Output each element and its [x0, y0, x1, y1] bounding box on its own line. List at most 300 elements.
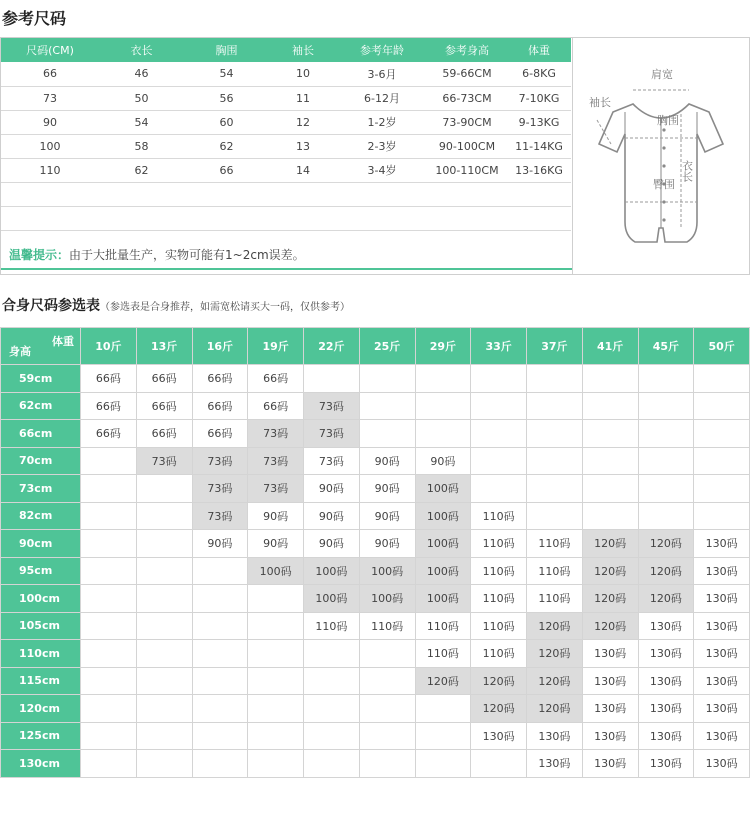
fit-cell: 130码 [694, 530, 750, 558]
size-table-cell: 2-3岁 [337, 134, 427, 158]
size-table-empty-cell [1, 182, 99, 206]
weight-header: 33斤 [471, 328, 527, 365]
fit-cell: 90码 [415, 447, 471, 475]
height-row-header: 105cm [1, 612, 81, 640]
fit-cell [359, 667, 415, 695]
fit-cell: 130码 [582, 667, 638, 695]
height-row-header: 62cm [1, 392, 81, 420]
height-row-header: 120cm [1, 695, 81, 723]
size-table-cell: 50 [99, 86, 184, 110]
size-table-empty-cell [507, 206, 571, 230]
size-table-empty-cell [427, 206, 507, 230]
fit-cell [248, 667, 304, 695]
fit-cell: 110码 [359, 612, 415, 640]
fit-cell [359, 640, 415, 668]
fit-cell [359, 392, 415, 420]
size-table-empty-cell [1, 206, 99, 230]
fit-cell [248, 585, 304, 613]
height-row-header: 66cm [1, 420, 81, 448]
fit-cell [527, 365, 583, 393]
fit-cell [527, 475, 583, 503]
fit-cell: 90码 [359, 475, 415, 503]
fit-cell [81, 722, 137, 750]
fit-cell [81, 695, 137, 723]
size-table-cell: 58 [99, 134, 184, 158]
fit-table-row [1, 722, 750, 750]
fit-cell-highlighted: 120码 [471, 695, 527, 723]
romper-diagram [585, 52, 735, 262]
fit-cell [304, 695, 360, 723]
fit-cell: 66码 [81, 365, 137, 393]
fit-cell-highlighted: 100码 [304, 557, 360, 585]
fit-cell: 130码 [694, 667, 750, 695]
fit-table-row [1, 750, 750, 778]
fit-cell [694, 420, 750, 448]
size-table-row [1, 134, 571, 158]
fit-cell-highlighted: 100码 [359, 557, 415, 585]
fit-table-row [1, 667, 750, 695]
fit-cell [248, 722, 304, 750]
size-table-header-row [1, 38, 571, 62]
fit-cell: 130码 [694, 557, 750, 585]
fit-cell [694, 365, 750, 393]
fit-cell: 110码 [527, 557, 583, 585]
fit-cell: 110码 [415, 640, 471, 668]
height-row-header: 110cm [1, 640, 81, 668]
fit-cell: 66码 [136, 420, 192, 448]
fit-cell: 130码 [694, 695, 750, 723]
fit-cell: 130码 [582, 640, 638, 668]
fit-cell-highlighted: 100码 [415, 585, 471, 613]
fit-cell: 90码 [304, 475, 360, 503]
fit-cell-highlighted: 100码 [415, 502, 471, 530]
fit-cell: 90码 [304, 502, 360, 530]
fit-cell-highlighted: 120码 [638, 585, 694, 613]
size-table-cell: 62 [184, 134, 269, 158]
fit-cell [415, 420, 471, 448]
fit-cell [359, 420, 415, 448]
size-table-cell: 90 [1, 110, 99, 134]
header-height: 参考身高 [427, 38, 507, 62]
size-table-cell: 13 [269, 134, 337, 158]
fit-cell: 130码 [471, 722, 527, 750]
fit-cell [582, 420, 638, 448]
fit-cell [248, 695, 304, 723]
fit-cell [638, 475, 694, 503]
fit-table-row [1, 475, 750, 503]
fit-cell [248, 750, 304, 778]
size-table-cell: 54 [99, 110, 184, 134]
fit-cell [136, 530, 192, 558]
fit-cell [527, 447, 583, 475]
fit-cell [471, 475, 527, 503]
fit-cell [248, 640, 304, 668]
fit-cell [136, 585, 192, 613]
height-row-header: 70cm [1, 447, 81, 475]
fit-cell [527, 420, 583, 448]
size-table-empty-row [1, 182, 571, 206]
height-row-header: 100cm [1, 585, 81, 613]
fit-cell: 90码 [359, 447, 415, 475]
fit-cell [81, 557, 137, 585]
fit-cell: 130码 [527, 750, 583, 778]
size-table-empty-cell [337, 206, 427, 230]
fit-size-title-text: 合身尺码参选表 [2, 298, 100, 314]
fit-cell: 130码 [582, 750, 638, 778]
fit-cell [582, 475, 638, 503]
fit-cell-highlighted: 73码 [192, 447, 248, 475]
fit-cell [136, 695, 192, 723]
fit-cell [415, 750, 471, 778]
size-table-empty-cell [269, 182, 337, 206]
weight-header: 45斤 [638, 328, 694, 365]
size-table-empty-row [1, 206, 571, 230]
weight-header: 29斤 [415, 328, 471, 365]
fit-size-title [2, 295, 350, 315]
fit-cell: 130码 [582, 695, 638, 723]
fit-cell-highlighted: 73码 [192, 502, 248, 530]
size-table-cell: 66-73CM [427, 86, 507, 110]
fit-cell [415, 392, 471, 420]
fit-cell [136, 502, 192, 530]
fit-cell: 66码 [81, 392, 137, 420]
fit-cell-highlighted: 120码 [638, 530, 694, 558]
fit-table-row [1, 585, 750, 613]
size-table-cell: 9-13KG [507, 110, 571, 134]
fit-cell: 90码 [248, 530, 304, 558]
size-table-cell: 6-8KG [507, 62, 571, 86]
fit-cell [81, 612, 137, 640]
fit-cell-highlighted: 120码 [582, 557, 638, 585]
fit-cell [304, 722, 360, 750]
fit-cell [304, 365, 360, 393]
fit-cell-highlighted: 73码 [248, 475, 304, 503]
fit-cell [527, 392, 583, 420]
size-table-empty-cell [99, 182, 184, 206]
fit-cell: 66码 [136, 392, 192, 420]
fit-cell [638, 365, 694, 393]
fit-size-note: （参选表是合身推荐，如需宽松请买大一码，仅供参考） [100, 302, 350, 313]
size-table-empty-cell [269, 206, 337, 230]
fit-cell [192, 640, 248, 668]
fit-table-header-row [1, 328, 750, 365]
fit-cell-highlighted: 120码 [582, 585, 638, 613]
height-row-header: 95cm [1, 557, 81, 585]
fit-cell: 110码 [527, 585, 583, 613]
fit-cell-highlighted: 73码 [136, 447, 192, 475]
height-row-header: 73cm [1, 475, 81, 503]
fit-cell [81, 530, 137, 558]
fit-cell: 130码 [638, 667, 694, 695]
fit-cell-highlighted: 120码 [582, 612, 638, 640]
fit-cell-highlighted: 100码 [415, 475, 471, 503]
height-row-header: 82cm [1, 502, 81, 530]
size-table-empty-cell [99, 206, 184, 230]
size-table-cell: 11-14KG [507, 134, 571, 158]
fit-cell [471, 392, 527, 420]
size-table-cell: 66 [184, 158, 269, 182]
fit-cell [582, 365, 638, 393]
fit-cell [192, 557, 248, 585]
fit-table-row [1, 365, 750, 393]
corner-weight-label: 体重 [52, 335, 74, 348]
size-table-empty-cell [507, 182, 571, 206]
fit-cell: 90码 [304, 530, 360, 558]
fit-cell: 110码 [527, 530, 583, 558]
size-table-cell: 12 [269, 110, 337, 134]
fit-cell: 110码 [471, 612, 527, 640]
weight-header: 22斤 [304, 328, 360, 365]
fit-cell [136, 612, 192, 640]
fit-cell-highlighted: 73码 [192, 475, 248, 503]
chest-label: 胸围 [657, 114, 679, 127]
fit-cell [471, 750, 527, 778]
fit-cell [136, 667, 192, 695]
fit-cell-highlighted: 120码 [638, 557, 694, 585]
fit-cell [192, 612, 248, 640]
fit-cell: 90码 [192, 530, 248, 558]
fit-cell: 130码 [638, 640, 694, 668]
size-table-cell: 73 [1, 86, 99, 110]
fit-cell: 110码 [471, 530, 527, 558]
fit-cell: 66码 [136, 365, 192, 393]
fit-table-row [1, 420, 750, 448]
header-sleeve: 袖长 [269, 38, 337, 62]
fit-cell: 130码 [582, 722, 638, 750]
fit-cell [81, 585, 137, 613]
corner-height-label: 身高 [9, 345, 31, 358]
size-table-cell: 110 [1, 158, 99, 182]
height-row-header: 59cm [1, 365, 81, 393]
fit-cell [304, 667, 360, 695]
fit-cell [192, 750, 248, 778]
fit-cell [81, 667, 137, 695]
size-table-cell: 100 [1, 134, 99, 158]
fit-cell-highlighted: 100码 [248, 557, 304, 585]
fit-cell: 66码 [248, 365, 304, 393]
sleeve-label: 袖长 [589, 96, 611, 109]
fit-cell-highlighted: 120码 [471, 667, 527, 695]
size-table-row [1, 62, 571, 86]
fit-cell [136, 557, 192, 585]
fit-cell: 130码 [638, 722, 694, 750]
fit-cell [471, 447, 527, 475]
size-table-cell: 6-12月 [337, 86, 427, 110]
tip-underline [1, 268, 572, 270]
length-label: 衣长 [680, 160, 694, 182]
fit-cell: 130码 [694, 750, 750, 778]
size-table-cell: 46 [99, 62, 184, 86]
fit-cell-highlighted: 100码 [359, 585, 415, 613]
fit-cell: 73码 [304, 447, 360, 475]
fit-cell: 90码 [248, 502, 304, 530]
fit-cell: 130码 [694, 585, 750, 613]
fit-cell [359, 365, 415, 393]
weight-header: 41斤 [582, 328, 638, 365]
size-table-row [1, 86, 571, 110]
fit-cell [192, 667, 248, 695]
fit-cell: 130码 [694, 612, 750, 640]
tip-text: 由于大批量生产，实物可能有1~2cm误差。 [69, 248, 305, 262]
fit-cell [136, 475, 192, 503]
fit-cell [304, 640, 360, 668]
size-table-row [1, 158, 571, 182]
fit-table-row [1, 392, 750, 420]
fit-cell [694, 475, 750, 503]
fit-cell [359, 695, 415, 723]
fit-cell [694, 502, 750, 530]
fit-cell [136, 640, 192, 668]
tip [9, 246, 305, 263]
fit-table-row [1, 640, 750, 668]
fit-cell [81, 447, 137, 475]
size-table-empty-cell [184, 182, 269, 206]
size-table-cell: 73-90CM [427, 110, 507, 134]
size-table-empty-cell [184, 206, 269, 230]
height-row-header: 130cm [1, 750, 81, 778]
fit-cell: 90码 [359, 502, 415, 530]
size-table-empty-cell [427, 182, 507, 206]
fit-cell: 110码 [471, 640, 527, 668]
weight-header: 13斤 [136, 328, 192, 365]
fit-cell: 110码 [415, 612, 471, 640]
height-row-header: 90cm [1, 530, 81, 558]
header-length: 衣长 [99, 38, 184, 62]
weight-header: 19斤 [248, 328, 304, 365]
header-chest: 胸围 [184, 38, 269, 62]
shoulder-label: 肩宽 [651, 68, 673, 81]
fit-cell [192, 585, 248, 613]
size-table-cell: 14 [269, 158, 337, 182]
fit-cell: 130码 [638, 750, 694, 778]
fit-table-row [1, 447, 750, 475]
size-table-cell: 56 [184, 86, 269, 110]
fit-cell: 130码 [638, 612, 694, 640]
fit-cell [81, 640, 137, 668]
fit-size-table [0, 327, 750, 778]
fit-cell-highlighted: 120码 [527, 667, 583, 695]
size-table-cell: 1-2岁 [337, 110, 427, 134]
fit-cell [638, 502, 694, 530]
size-table-cell: 60 [184, 110, 269, 134]
corner-cell [1, 328, 81, 365]
fit-cell: 66码 [192, 365, 248, 393]
fit-table-row [1, 502, 750, 530]
fit-cell [304, 750, 360, 778]
fit-cell [638, 447, 694, 475]
header-age: 参考年龄 [337, 38, 427, 62]
fit-cell: 130码 [527, 722, 583, 750]
fit-cell [527, 502, 583, 530]
fit-cell: 110码 [471, 502, 527, 530]
fit-cell: 110码 [471, 585, 527, 613]
fit-cell-highlighted: 100码 [304, 585, 360, 613]
fit-cell [471, 420, 527, 448]
size-reference-table [1, 38, 571, 231]
fit-cell [582, 447, 638, 475]
weight-header: 37斤 [527, 328, 583, 365]
fit-cell-highlighted: 100码 [415, 557, 471, 585]
size-table-cell: 66 [1, 62, 99, 86]
size-table-empty-cell [337, 182, 427, 206]
fit-cell [415, 365, 471, 393]
fit-cell [638, 392, 694, 420]
size-table-cell: 62 [99, 158, 184, 182]
weight-header: 16斤 [192, 328, 248, 365]
size-table-cell: 7-10KG [507, 86, 571, 110]
fit-cell-highlighted: 73码 [304, 420, 360, 448]
fit-cell-highlighted: 100码 [415, 530, 471, 558]
weight-header: 50斤 [694, 328, 750, 365]
fit-cell [81, 750, 137, 778]
height-row-header: 125cm [1, 722, 81, 750]
fit-cell: 130码 [694, 640, 750, 668]
weight-header: 10斤 [81, 328, 137, 365]
fit-cell [136, 750, 192, 778]
panel-divider [572, 38, 573, 274]
size-table-cell: 10 [269, 62, 337, 86]
fit-cell-highlighted: 120码 [415, 667, 471, 695]
fit-cell [359, 750, 415, 778]
fit-cell: 90码 [359, 530, 415, 558]
size-table-cell: 13-16KG [507, 158, 571, 182]
size-table-cell: 11 [269, 86, 337, 110]
size-reference-title: 参考尺码 [2, 9, 67, 28]
fit-cell [582, 392, 638, 420]
fit-cell [248, 612, 304, 640]
fit-cell-highlighted: 73码 [248, 420, 304, 448]
fit-cell [81, 502, 137, 530]
size-table-cell: 90-100CM [427, 134, 507, 158]
hip-label: 臀围 [653, 178, 675, 191]
fit-cell [415, 722, 471, 750]
fit-cell: 66码 [192, 392, 248, 420]
fit-cell: 66码 [81, 420, 137, 448]
fit-table-row [1, 695, 750, 723]
size-table-cell: 3-4岁 [337, 158, 427, 182]
header-weight: 体重 [507, 38, 571, 62]
fit-cell-highlighted: 73码 [304, 392, 360, 420]
fit-cell [192, 722, 248, 750]
fit-cell: 130码 [694, 722, 750, 750]
fit-cell-highlighted: 120码 [527, 695, 583, 723]
fit-cell [694, 447, 750, 475]
size-table-cell: 100-110CM [427, 158, 507, 182]
header-size: 尺码(CM) [1, 38, 99, 62]
fit-cell [136, 722, 192, 750]
fit-cell: 110码 [304, 612, 360, 640]
tip-label: 温馨提示： [9, 248, 70, 262]
fit-cell: 130码 [638, 695, 694, 723]
fit-cell [694, 392, 750, 420]
fit-cell [81, 475, 137, 503]
fit-cell [638, 420, 694, 448]
size-table-cell: 59-66CM [427, 62, 507, 86]
height-row-header: 115cm [1, 667, 81, 695]
fit-table-row [1, 557, 750, 585]
fit-cell-highlighted: 120码 [527, 640, 583, 668]
fit-cell-highlighted: 120码 [582, 530, 638, 558]
size-reference-panel [0, 37, 750, 275]
fit-cell [192, 695, 248, 723]
fit-cell [359, 722, 415, 750]
weight-header: 25斤 [359, 328, 415, 365]
fit-cell: 66码 [248, 392, 304, 420]
fit-cell [415, 695, 471, 723]
fit-cell [471, 365, 527, 393]
size-table-cell: 3-6月 [337, 62, 427, 86]
fit-cell: 110码 [471, 557, 527, 585]
